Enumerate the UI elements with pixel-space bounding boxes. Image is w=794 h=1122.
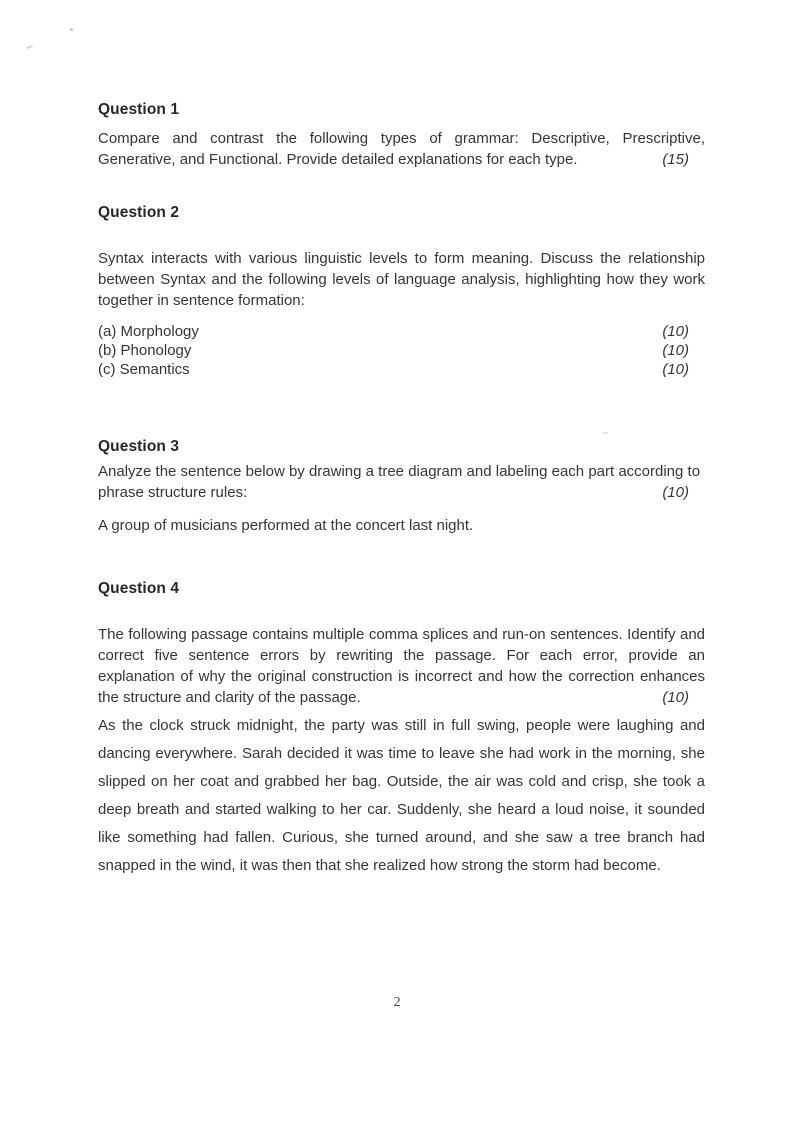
question-1-heading: Question 1 xyxy=(98,101,180,118)
question-1-section xyxy=(98,100,705,170)
question-3-text xyxy=(98,461,705,503)
scan-speck xyxy=(70,28,73,31)
list-item xyxy=(98,341,705,360)
item-a-label: (a) Morphology xyxy=(98,323,199,340)
question-3-body-text: Analyze the sentence below by drawing a tree diagram and labeling each part according to phrase structure rules: xyxy=(98,463,701,501)
question-4-section xyxy=(98,579,705,880)
list-item xyxy=(98,322,705,341)
item-a-marks: (10) xyxy=(662,323,689,340)
question-4-text xyxy=(98,624,705,708)
question-1-marks: (15) xyxy=(662,151,689,168)
question-3-marks: (10) xyxy=(662,484,689,501)
scan-speck xyxy=(26,45,33,49)
question-4-marks: (10) xyxy=(662,689,689,706)
question-2-text xyxy=(98,248,705,311)
exam-content xyxy=(98,100,705,880)
question-2-section xyxy=(98,203,705,379)
list-item xyxy=(98,360,705,379)
item-b-label: (b) Phonology xyxy=(98,342,192,359)
question-3-heading: Question 3 xyxy=(98,438,180,455)
item-c-label: (c) Semantics xyxy=(98,361,190,378)
question-2-heading: Question 2 xyxy=(98,204,180,221)
question-2-item-list xyxy=(98,322,705,379)
question-4-heading: Question 4 xyxy=(98,580,180,597)
question-1-body-text: Compare and contrast the following types of grammar: Descriptive, Prescriptive, Generative, and Functional. Provide detailed explanations for each type. xyxy=(98,130,705,168)
item-c-marks: (10) xyxy=(662,361,689,378)
question-4-body-text: The following passage contains multiple comma splices and run-on sentences. Identify and correct five sentence errors by rewriting the passage. For each error, provide an explanation of why the original construction is incorrect and how the correction enhances the structure and clarity of the passage. xyxy=(98,626,705,706)
item-b-marks: (10) xyxy=(662,342,689,359)
question-4-passage: As the clock struck midnight, the party was still in full swing, people were laughing and dancing everywhere. Sarah decided it was time to leave she had work in the morning, she slipped on her coat and grabbed her bag. Outside, the air was cold and crisp, she took a deep breath and started walking to her car. Suddenly, she heard a loud noise, it sounded like something had fallen. Curious, she turned around, and she saw a tree branch had snapped in the wind, it was then that she realized how strong the storm had become. xyxy=(98,717,705,874)
page-number: 2 xyxy=(393,995,401,1010)
question-3-section xyxy=(98,437,705,536)
question-2-intro-text: Syntax interacts with various linguistic levels to form meaning. Discuss the relationship between Syntax and the following levels of language analysis, highlighting how they work together in sentence formation: xyxy=(98,250,705,309)
question-1-text xyxy=(98,128,705,170)
question-3-sample-sentence: A group of musicians performed at the concert last night. xyxy=(98,517,474,534)
